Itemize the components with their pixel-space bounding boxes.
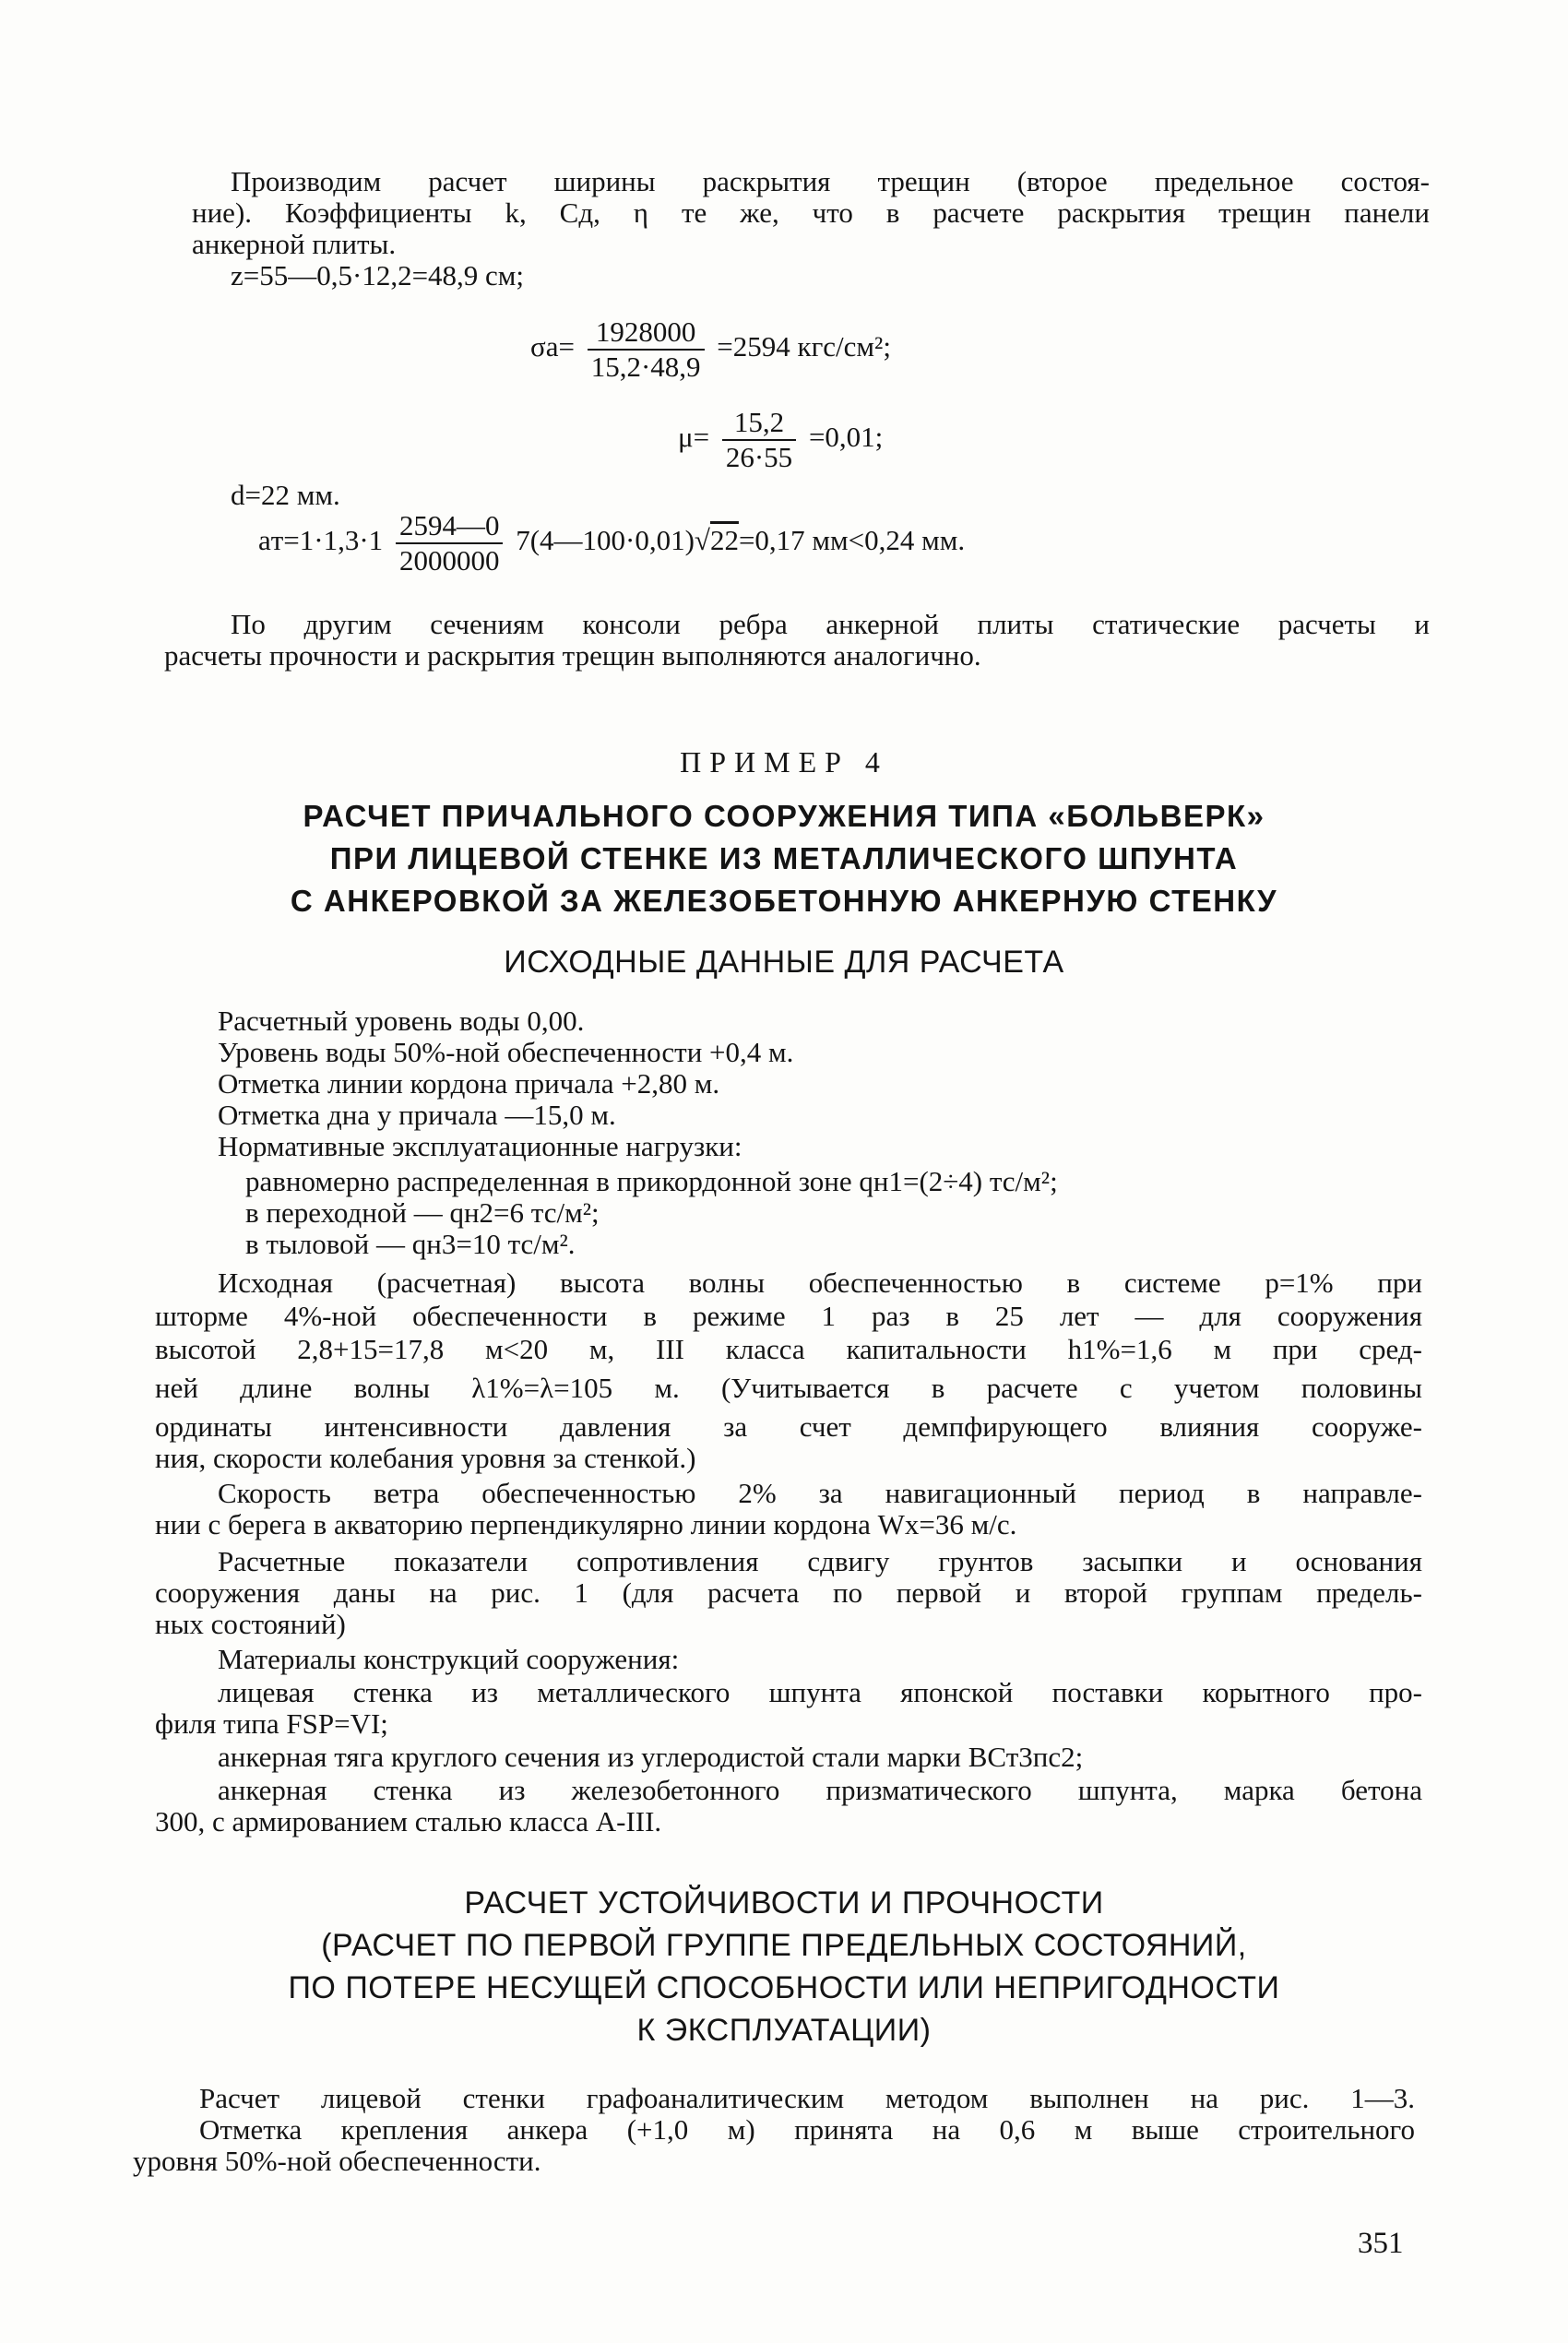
load-line-2: в переходной — qн2=6 тс/м²;	[245, 1196, 600, 1229]
title-line-3: С АНКЕРОВКОЙ ЗА ЖЕЛЕЗОБЕТОННУЮ АНКЕРНУЮ СТЕНКУ	[290, 884, 1278, 918]
wave-line-6: ния, скорости колебания уровня за стенкой.)	[155, 1442, 696, 1474]
section2-line-2: (РАСЧЕТ ПО ПЕРВОЙ ГРУППЕ ПРЕДЕЛЬНЫХ СОСТОЯНИЙ,	[321, 1928, 1247, 1963]
wave-line-3: высотой 2,8+15=17,8 м<20 м, III класса капитальности h1%=1,6 м при сред-	[155, 1333, 1422, 1365]
sqrt-sign: √	[694, 524, 710, 557]
d-value: d=22 мм.	[231, 479, 340, 511]
crack-width-formula	[258, 509, 965, 577]
a-fraction	[396, 509, 504, 577]
after-line-2: расчеты прочности и раскрытия трещин выполняются аналогично.	[164, 639, 981, 672]
materials-line-1: лицевая стенка из металлического шпунта японской поставки корытного про-	[218, 1676, 1422, 1708]
wave-line-5: ординаты интенсивности давления за счет демпфирующего влияния сооруже-	[155, 1410, 1422, 1443]
soil-line-1: Расчетные показатели сопротивления сдвигу грунтов засыпки и основания	[218, 1545, 1422, 1577]
materials-line-4: анкерная стенка из железобетонного призматического шпунта, марка бетона	[218, 1774, 1422, 1806]
a-rhs-part2: =0,17 мм<0,24 мм.	[738, 524, 966, 557]
sigma-rhs: =2594 кгс/см²;	[717, 330, 891, 363]
wind-line-1: Скорость ветра обеспеченностью 2% за навигационный период в направле-	[218, 1477, 1422, 1509]
materials-heading: Материалы конструкций сооружения:	[218, 1643, 680, 1675]
a-denominator: 2000000	[398, 544, 500, 577]
wave-line-2: шторме 4%-ной обеспеченности в режиме 1 раз в 25 лет — для сооружения	[155, 1300, 1422, 1332]
wave-line-1: Исходная (расчетная) высота волны обеспеченностью в системе p=1% при	[218, 1267, 1422, 1299]
mu-fraction	[722, 406, 796, 474]
sqrt-radicand: 22	[709, 524, 739, 557]
data-line-1: Расчетный уровень воды 0,00.	[218, 1005, 585, 1037]
load-line-3: в тыловой — qн3=10 тс/м².	[245, 1228, 576, 1260]
intro-line-2: ние). Коэффициенты k, Cд, η те же, что в расчете раскрытия трещин панели	[192, 196, 1430, 229]
after-line-1: По другим сечениям консоли ребра анкерной плиты статические расчеты и	[231, 608, 1430, 640]
final-line-2: Отметка крепления анкера (+1,0 м) принята на 0,6 м выше строительного	[199, 2113, 1415, 2146]
section2-line-3: ПО ПОТЕРЕ НЕСУЩЕЙ СПОСОБНОСТИ ИЛИ НЕПРИГОДНОСТИ	[288, 1970, 1280, 2005]
data-line-2: Уровень воды 50%-ной обеспеченности +0,4 м.	[218, 1036, 794, 1068]
title-line-1: РАСЧЕТ ПРИЧАЛЬНОГО СООРУЖЕНИЯ ТИПА «БОЛЬВЕРК»	[303, 799, 1265, 833]
a-lhs: aт=1·1,3·1	[258, 524, 384, 557]
mu-lhs: μ=	[678, 421, 710, 454]
sigma-numerator: 1928000	[588, 315, 705, 351]
data-line-5: Нормативные эксплуатационные нагрузки:	[218, 1130, 742, 1162]
sigma-formula	[530, 315, 891, 384]
wind-line-2: нии с берега в акваторию перпендикулярно линии кордона Wx=36 м/с.	[155, 1508, 1017, 1540]
materials-line-5: 300, с армированием сталью класса А-III.	[155, 1805, 662, 1838]
sigma-denominator: 15,2·48,9	[590, 351, 701, 383]
intro-line-3: анкерной плиты.	[192, 228, 397, 260]
final-line-3: уровня 50%-ной обеспеченности.	[133, 2145, 541, 2177]
mu-rhs: =0,01;	[808, 421, 884, 454]
section2-line-1: РАСЧЕТ УСТОЙЧИВОСТИ И ПРОЧНОСТИ	[464, 1885, 1104, 1921]
intro-line-1: Производим расчет ширины раскрытия трещин (второе предельное состоя-	[231, 165, 1430, 197]
title-line-2: ПРИ ЛИЦЕВОЙ СТЕНКЕ ИЗ МЕТАЛЛИЧЕСКОГО ШПУНТА	[329, 841, 1239, 875]
example-label: ПРИМЕР 4	[680, 745, 888, 779]
mu-numerator: 15,2	[722, 406, 796, 441]
soil-line-2: сооружения даны на рис. 1 (для расчета по первой и второй группам предель-	[155, 1576, 1422, 1609]
data-line-4: Отметка дна у причала —15,0 м.	[218, 1099, 616, 1131]
load-line-1: равномерно распределенная в прикордонной зоне qн1=(2÷4) тс/м²;	[245, 1165, 1058, 1197]
mu-formula	[678, 406, 883, 474]
section2-line-4: К ЭКСПЛУАТАЦИИ)	[636, 2013, 932, 2048]
z-formula: z=55—0,5·12,2=48,9 см;	[231, 259, 525, 291]
final-line-1: Расчет лицевой стенки графоаналитическим методом выполнен на рис. 1—3.	[199, 2082, 1415, 2114]
wave-line-4: ней длине волны λ1%=λ=105 м. (Учитывается в расчете с учетом половины	[155, 1372, 1422, 1404]
a-rhs-part1: 7(4—100·0,01)	[516, 524, 695, 557]
sigma-lhs: σа=	[530, 330, 575, 363]
subheading: ИСХОДНЫЕ ДАННЫЕ ДЛЯ РАСЧЕТА	[504, 945, 1064, 980]
materials-line-2: филя типа FSP=VI;	[155, 1707, 388, 1740]
mu-denominator: 26·55	[725, 441, 793, 473]
sigma-fraction	[588, 315, 705, 384]
materials-line-3: анкерная тяга круглого сечения из углеродистой стали марки ВСт3пс2;	[218, 1741, 1084, 1773]
page-number: 351	[1358, 2227, 1404, 2260]
soil-line-3: ных состояний)	[155, 1608, 346, 1640]
a-numerator: 2594—0	[396, 509, 504, 544]
data-line-3: Отметка линии кордона причала +2,80 м.	[218, 1067, 720, 1100]
